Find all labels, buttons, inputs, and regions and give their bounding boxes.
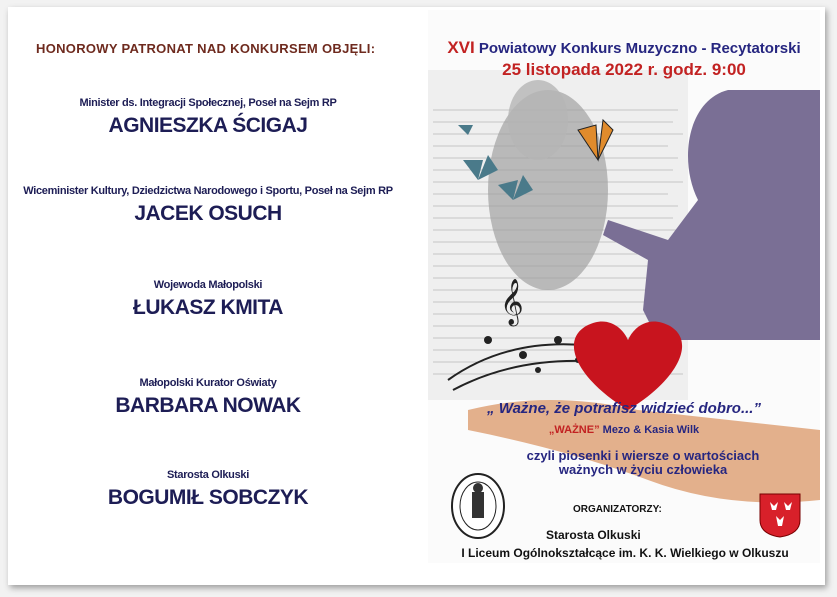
patron-name: JACEK OSUCH <box>134 202 282 225</box>
description <box>468 449 818 477</box>
song-author: Mezo & Kasia Wilk <box>602 424 700 436</box>
song-title: „WAŻNE” <box>548 424 600 436</box>
contest-date: 25 listopada 2022 r. godz. 9:00 <box>502 60 746 79</box>
organizers-label: ORGANIZATORZY: <box>573 504 662 515</box>
organizer-2: I Liceum Ogólnokształcące im. K. K. Wielkiego w Olkuszu <box>461 546 789 560</box>
contest-title <box>428 38 820 58</box>
patronat-heading: HONOROWY PATRONAT NAD KONKURSEM OBJĘLI: <box>36 41 376 56</box>
patron-name: BOGUMIŁ SOBCZYK <box>107 486 309 509</box>
patron-name: BARBARA NOWAK <box>115 394 301 417</box>
poster-headings <box>428 10 820 80</box>
svg-text:𝄞: 𝄞 <box>500 279 524 325</box>
event-poster <box>428 10 820 563</box>
patron-role: Minister ds. Integracji Społecznej, Poseł na Sejm RP <box>79 97 337 109</box>
school-seal-icon <box>450 472 506 540</box>
coat-of-arms-icon <box>758 492 802 538</box>
quote: „ Ważne, że potrafisz widzieć dobro...” <box>487 400 761 417</box>
contest-name: Powiatowy Konkurs Muzyczno - Recytatorski <box>478 40 801 57</box>
patron-role: Wojewoda Małopolski <box>153 279 263 291</box>
patron-name: ŁUKASZ KMITA <box>133 296 283 319</box>
patron-2 <box>8 185 408 226</box>
contest-number: XVI <box>447 38 475 57</box>
patron-name: AGNIESZKA ŚCIGAJ <box>108 114 308 137</box>
patron-role: Starosta Olkuski <box>166 469 249 481</box>
patron-1 <box>8 97 408 138</box>
description-line-2: ważnych w życiu człowieka <box>558 462 728 477</box>
patron-5 <box>8 469 408 510</box>
organizer-1: Starosta Olkuski <box>546 528 641 542</box>
poster-frame <box>8 7 825 585</box>
patron-3 <box>8 279 408 320</box>
song-line <box>428 424 820 436</box>
patron-4 <box>8 377 408 418</box>
patrons-panel <box>8 7 428 585</box>
patron-role: Małopolski Kurator Oświaty <box>139 377 277 389</box>
patron-role: Wiceminister Kultury, Dziedzictwa Narodowego i Sportu, Poseł na Sejm RP <box>23 185 393 197</box>
description-line-1: czyli piosenki i wiersze o wartościach <box>526 448 760 463</box>
